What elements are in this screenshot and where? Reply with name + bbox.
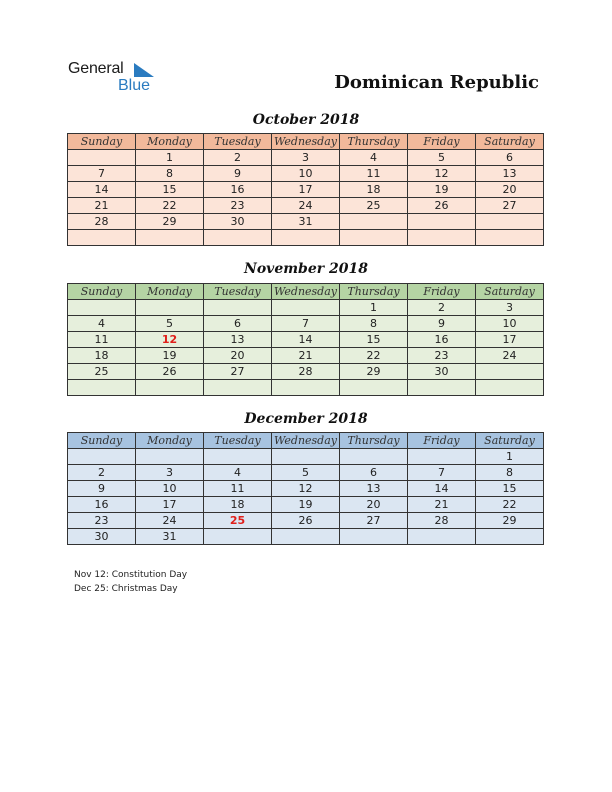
week-row [68, 380, 544, 396]
weekday-header: Saturday [476, 433, 544, 449]
empty-day-cell [340, 449, 408, 465]
week-row [68, 465, 544, 481]
weekday-header: Thursday [340, 284, 408, 300]
day-cell: 5 [272, 465, 340, 481]
day-cell: 6 [476, 150, 544, 166]
day-cell: 7 [408, 465, 476, 481]
empty-day-cell [68, 300, 136, 316]
weekday-header: Sunday [68, 433, 136, 449]
weekday-header: Tuesday [204, 433, 272, 449]
logo-triangle-icon [134, 63, 154, 77]
day-cell: 10 [136, 481, 204, 497]
empty-day-cell [136, 449, 204, 465]
day-cell: 28 [68, 214, 136, 230]
weekday-header-row [68, 433, 544, 449]
empty-day-cell [408, 380, 476, 396]
day-cell: 18 [340, 182, 408, 198]
week-row [68, 348, 544, 364]
weekday-header: Monday [136, 433, 204, 449]
day-cell: 12 [272, 481, 340, 497]
empty-day-cell [340, 214, 408, 230]
weekday-header: Wednesday [272, 284, 340, 300]
empty-day-cell [204, 380, 272, 396]
day-cell: 26 [272, 513, 340, 529]
holiday-day-cell: 25 [204, 513, 272, 529]
day-cell: 6 [340, 465, 408, 481]
weekday-header: Friday [408, 284, 476, 300]
weekday-header: Monday [136, 134, 204, 150]
empty-day-cell [408, 214, 476, 230]
empty-day-cell [272, 300, 340, 316]
day-cell: 23 [408, 348, 476, 364]
day-cell: 2 [204, 150, 272, 166]
day-cell: 6 [204, 316, 272, 332]
day-cell: 1 [340, 300, 408, 316]
empty-day-cell [204, 449, 272, 465]
day-cell: 15 [340, 332, 408, 348]
day-cell: 29 [476, 513, 544, 529]
day-cell: 3 [476, 300, 544, 316]
day-cell: 25 [68, 364, 136, 380]
empty-day-cell [68, 150, 136, 166]
day-cell: 29 [136, 214, 204, 230]
week-row [68, 364, 544, 380]
day-cell: 13 [204, 332, 272, 348]
day-cell: 13 [340, 481, 408, 497]
day-cell: 31 [136, 529, 204, 545]
day-cell: 16 [68, 497, 136, 513]
calendar-december [67, 432, 544, 545]
empty-day-cell [340, 230, 408, 246]
day-cell: 30 [204, 214, 272, 230]
day-cell: 9 [408, 316, 476, 332]
day-cell: 14 [408, 481, 476, 497]
day-cell: 28 [408, 513, 476, 529]
day-cell: 17 [136, 497, 204, 513]
day-cell: 7 [68, 166, 136, 182]
empty-day-cell [476, 380, 544, 396]
weekday-header: Thursday [340, 134, 408, 150]
day-cell: 13 [476, 166, 544, 182]
day-cell: 10 [272, 166, 340, 182]
empty-day-cell [408, 529, 476, 545]
weekday-header: Tuesday [204, 134, 272, 150]
day-cell: 24 [476, 348, 544, 364]
day-cell: 31 [272, 214, 340, 230]
holiday-day-cell: 12 [136, 332, 204, 348]
day-cell: 29 [340, 364, 408, 380]
day-cell: 27 [340, 513, 408, 529]
day-cell: 25 [340, 198, 408, 214]
week-row [68, 198, 544, 214]
empty-day-cell [136, 380, 204, 396]
day-cell: 28 [272, 364, 340, 380]
logo-text-general: General [68, 60, 124, 77]
weekday-header: Friday [408, 433, 476, 449]
day-cell: 21 [272, 348, 340, 364]
week-row [68, 513, 544, 529]
day-cell: 4 [204, 465, 272, 481]
week-row [68, 150, 544, 166]
day-cell: 16 [408, 332, 476, 348]
week-row [68, 166, 544, 182]
day-cell: 26 [136, 364, 204, 380]
day-cell: 16 [204, 182, 272, 198]
calendar-november [67, 283, 544, 396]
day-cell: 5 [408, 150, 476, 166]
week-row [68, 300, 544, 316]
week-row [68, 497, 544, 513]
empty-day-cell [68, 230, 136, 246]
day-cell: 21 [408, 497, 476, 513]
month-title-november: November 2018 [244, 261, 368, 277]
day-cell: 11 [68, 332, 136, 348]
day-cell: 19 [136, 348, 204, 364]
day-cell: 22 [340, 348, 408, 364]
day-cell: 5 [136, 316, 204, 332]
day-cell: 23 [204, 198, 272, 214]
day-cell: 26 [408, 198, 476, 214]
day-cell: 24 [136, 513, 204, 529]
day-cell: 4 [68, 316, 136, 332]
weekday-header: Sunday [68, 284, 136, 300]
empty-day-cell [136, 300, 204, 316]
day-cell: 10 [476, 316, 544, 332]
day-cell: 30 [408, 364, 476, 380]
week-row [68, 529, 544, 545]
empty-day-cell [340, 529, 408, 545]
empty-day-cell [204, 230, 272, 246]
day-cell: 2 [408, 300, 476, 316]
week-row [68, 214, 544, 230]
day-cell: 11 [340, 166, 408, 182]
empty-day-cell [204, 529, 272, 545]
empty-day-cell [136, 230, 204, 246]
holiday-note: Dec 25: Christmas Day [74, 584, 178, 594]
holiday-note: Nov 12: Constitution Day [74, 570, 188, 580]
week-row [68, 316, 544, 332]
empty-day-cell [408, 230, 476, 246]
month-title-december: December 2018 [244, 411, 368, 427]
day-cell: 8 [340, 316, 408, 332]
day-cell: 8 [136, 166, 204, 182]
weekday-header: Monday [136, 284, 204, 300]
day-cell: 17 [272, 182, 340, 198]
day-cell: 1 [136, 150, 204, 166]
day-cell: 27 [204, 364, 272, 380]
day-cell: 20 [340, 497, 408, 513]
day-cell: 21 [68, 198, 136, 214]
logo-text-blue: Blue [118, 77, 151, 94]
day-cell: 15 [136, 182, 204, 198]
week-row [68, 182, 544, 198]
month-title-october: October 2018 [252, 112, 360, 128]
empty-day-cell [68, 380, 136, 396]
empty-day-cell [476, 529, 544, 545]
weekday-header-row [68, 284, 544, 300]
day-cell: 14 [68, 182, 136, 198]
week-row [68, 230, 544, 246]
empty-day-cell [272, 449, 340, 465]
empty-day-cell [476, 214, 544, 230]
day-cell: 9 [68, 481, 136, 497]
day-cell: 4 [340, 150, 408, 166]
empty-day-cell [272, 380, 340, 396]
day-cell: 3 [136, 465, 204, 481]
empty-day-cell [476, 230, 544, 246]
generalblue-logo [68, 60, 158, 96]
weekday-header: Wednesday [272, 134, 340, 150]
country-title: Dominican Republic [334, 72, 539, 93]
day-cell: 24 [272, 198, 340, 214]
day-cell: 14 [272, 332, 340, 348]
day-cell: 30 [68, 529, 136, 545]
empty-day-cell [272, 230, 340, 246]
weekday-header: Tuesday [204, 284, 272, 300]
holiday-notes [74, 568, 187, 596]
weekday-header: Friday [408, 134, 476, 150]
weekday-header: Saturday [476, 134, 544, 150]
weekday-header-row [68, 134, 544, 150]
day-cell: 20 [204, 348, 272, 364]
empty-day-cell [204, 300, 272, 316]
day-cell: 11 [204, 481, 272, 497]
empty-day-cell [408, 449, 476, 465]
day-cell: 8 [476, 465, 544, 481]
day-cell: 19 [408, 182, 476, 198]
day-cell: 22 [136, 198, 204, 214]
empty-day-cell [68, 449, 136, 465]
weekday-header: Wednesday [272, 433, 340, 449]
day-cell: 27 [476, 198, 544, 214]
weekday-header: Saturday [476, 284, 544, 300]
day-cell: 3 [272, 150, 340, 166]
empty-day-cell [476, 364, 544, 380]
calendar-october [67, 133, 544, 246]
day-cell: 18 [68, 348, 136, 364]
weekday-header: Sunday [68, 134, 136, 150]
day-cell: 7 [272, 316, 340, 332]
weekday-header: Thursday [340, 433, 408, 449]
day-cell: 17 [476, 332, 544, 348]
week-row [68, 332, 544, 348]
day-cell: 9 [204, 166, 272, 182]
day-cell: 23 [68, 513, 136, 529]
day-cell: 19 [272, 497, 340, 513]
day-cell: 15 [476, 481, 544, 497]
day-cell: 12 [408, 166, 476, 182]
empty-day-cell [272, 529, 340, 545]
day-cell: 22 [476, 497, 544, 513]
week-row [68, 449, 544, 465]
week-row [68, 481, 544, 497]
day-cell: 1 [476, 449, 544, 465]
day-cell: 18 [204, 497, 272, 513]
empty-day-cell [340, 380, 408, 396]
day-cell: 2 [68, 465, 136, 481]
day-cell: 20 [476, 182, 544, 198]
